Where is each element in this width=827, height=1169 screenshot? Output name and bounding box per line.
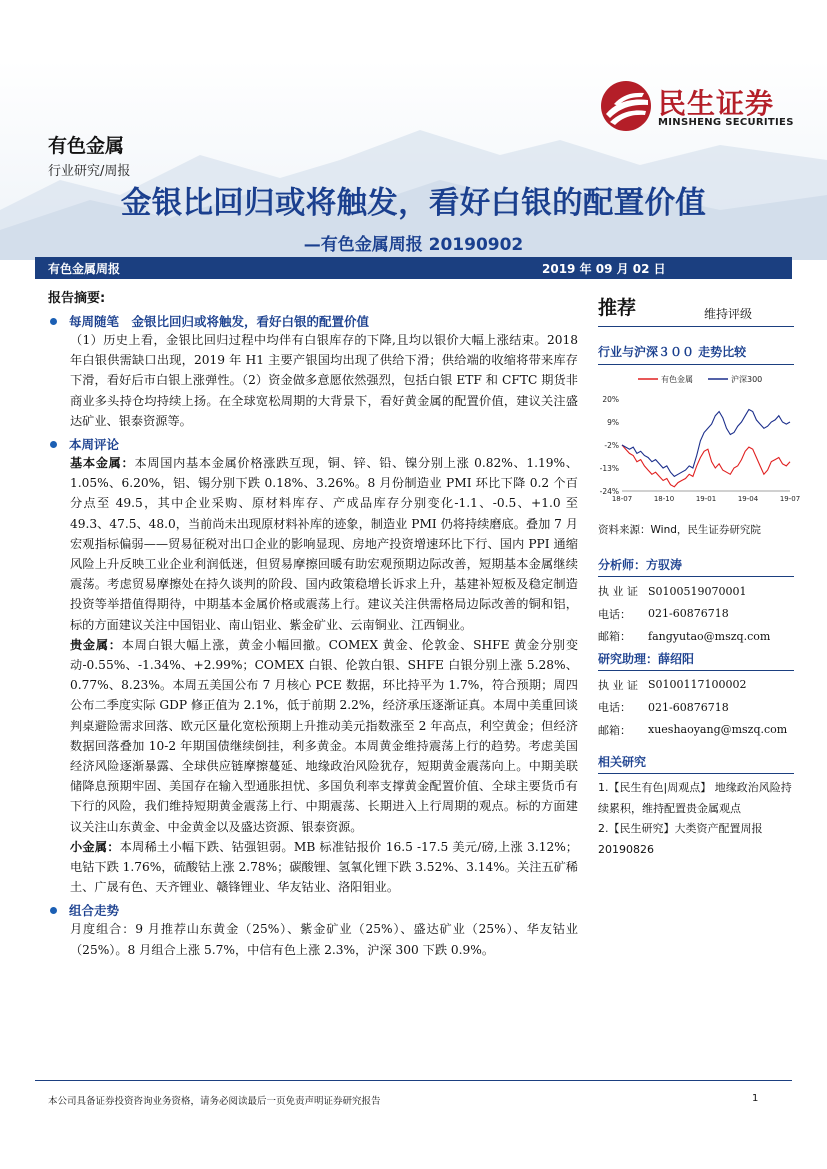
minsheng-logo-icon [600, 80, 652, 132]
x-tick-label: 18-10 [653, 495, 675, 503]
divider [598, 670, 794, 671]
footer-disclaimer: 本公司具备证券投资咨询业务资格，请务必阅读最后一页免责声明证券研究报告 [48, 1096, 381, 1107]
email-link[interactable]: fangyutao@mszq.com [648, 629, 771, 643]
series-line [622, 410, 790, 477]
y-tick-label: -13% [599, 464, 619, 473]
email-link[interactable]: xueshaoyang@mszq.com [648, 723, 788, 737]
base-metals-paragraph [70, 453, 578, 635]
precious-metals-text: 本周白银大幅上涨，黄金小幅回撤。COMEX 黄金、伦敦金、SHFE 黄金分别变动-0.55%、-1.34%、+2.99%；COMEX 白银、伦敦白银、SHFE 白银分别上涨 5.28%、0.77%、8.23%。本周五美国公布 7 月核心 PCE 数据，环比持平为 1.7%，符合预期；周四公布二季度实际 GDP 修正值为 2.1%，低于前期 2.2%，经济承压逐渐证真。本周中美重回谈判桌避险需求回落、欧元区量化宽松预期上升推动美元指数涨至 2 年高点，利空黄金；但经济数据回落叠加 10-2 年期国债继续倒挂，利多黄金。本周黄金维持震荡上行的趋势。考虑美国经济风险逐渐暴露、全球供应链摩擦蔓延、地缘政治风险犹存，短期黄金震荡向上。中期美联储降息预期牢固、美国存在输入型通胀担忧、多国负利率支撑黄金配置价值、全球主要货币有下行的风险，我们维持短期黄金震荡上行、中期震荡、长期进入上行周期的观点。标的方面建议关注山东黄金、中金黄金以及盛达资源、银泰资源。 [70, 637, 579, 834]
report-subtitle: —有色金属周报 20190902 [303, 235, 524, 255]
related-research-heading: 相关研究 [598, 755, 647, 769]
logo-text-en: MINSHENG SECURITIES [658, 117, 794, 128]
analyst-phone-row [598, 603, 794, 626]
legend-label: 沪深300 [731, 375, 763, 384]
analyst-email-row [598, 625, 794, 648]
section-portfolio [48, 901, 578, 919]
assistant-email-row [598, 719, 794, 742]
assistant-cert-row [598, 674, 794, 697]
divider [598, 576, 794, 577]
y-tick-label: 9% [607, 418, 619, 427]
related-research-item[interactable]: 2.【民生研究】大类资产配置周报 20190826 [598, 822, 763, 856]
email-label: 邮箱： [598, 723, 631, 737]
bullet-icon [50, 907, 57, 914]
phone-label: 电话： [598, 607, 631, 621]
footer-divider [35, 1080, 792, 1081]
divider [598, 326, 794, 327]
x-tick-label: 19-01 [695, 495, 717, 503]
minor-metals-paragraph [70, 837, 578, 898]
base-metals-text: 本周国内基本金属价格涨跌互现，铜、锌、铅、镍分别上涨 0.82%、1.19%、1.05%、6.20%，铝、锡分别下跌 0.18%、3.26%。8 月份制造业 PMI 环比下降 0.2 个百分点至 49.5，其中企业采购、原材料库存、产成品库存分别变化-1.1、-0.5、+1.0 至 49.3、47.5、48.0，当前尚未出现原材料补库的迹象，制造业 PMI 仍将持续磨底。叠加 7 月宏观指标偏弱——贸易征税对出口企业的影响显现、房地产投资增速环比下行、国内 PPI 通缩风险上升反映工业企业利润低迷，但贸易摩擦回暖有助宏观预期边际改善，短期基本金属继续震荡。考虑贸易摩擦处在持久谈判的阶段、国内政策稳增长诉求上升，基建补短板及稳定制造投资等举措值得期待，中期基本金属价格或震荡上行。建议关注供需格局边际改善的铜和铝，标的方面建议关注中国铝业、南山铝业、紫金矿业、云南铜业、江西铜业。 [70, 456, 578, 632]
rating: 维持评级 [704, 307, 753, 321]
y-tick-label: 20% [602, 395, 619, 404]
x-tick-label: 19-04 [737, 495, 759, 503]
legend-label: 有色金属 [661, 375, 693, 384]
related-research-item[interactable]: 1.【民生有色|周观点】 地缘政治风险持续累积，维持配置贵金属观点 [598, 781, 792, 815]
report-summary [48, 287, 578, 960]
divider [598, 364, 794, 365]
minor-metals-label: 小金属： [70, 839, 120, 854]
series-line [622, 445, 790, 487]
cert-label: 执 业 证 [598, 678, 638, 692]
header-band [35, 257, 792, 279]
logo-text-cn: 民生证券 [658, 87, 775, 120]
section-heading: 组合走势 [69, 903, 120, 919]
weekly-essay-paragraph: （1）历史上看，金银比回归过程中均伴有白银库存的下降,且均以银价大幅上涨结束。2018 年白银供需缺口出现，2019 年 H1 主要产银国均出现了供给下滑；供给端的收缩将带来库存下滑，看好后市白银上涨弹性。（2）资金做多意愿依然强烈，包括白银 ETF 和 CFTC 期货非商业多头持仓均持续上扬。在全球宽松周期的大背景下，看好黄金属的配置价值，建议关注盛达矿业、银泰资源等。 [70, 333, 578, 428]
bullet-icon [50, 318, 57, 325]
summary-title: 报告摘要: [48, 291, 106, 306]
report-type-label: 行业研究/周报 [48, 164, 131, 179]
cert-value: S0100117100002 [648, 678, 747, 692]
divider [598, 773, 794, 774]
industry-label: 有色金属 [48, 135, 125, 157]
sidebar [598, 293, 801, 860]
x-tick-label: 18-07 [611, 495, 633, 503]
precious-metals-label: 贵金属： [70, 637, 122, 652]
analyst-heading: 分析师：方驭涛 [598, 558, 683, 572]
assistant-phone-row [598, 696, 794, 719]
minor-metals-text: 本周稀土小幅下跌、钴强钽弱。MB 标准钴报价 16.5 -17.5 美元/磅,上涨 3.12%；电钴下跌 1.76%，硫酸钴上涨 2.78%；碳酸锂、氢氧化锂下跌 3.52%、3.14%。关注五矿稀土、广晟有色、天齐锂业、赣锋锂业、华友钴业、洛阳钼业。 [70, 839, 578, 895]
phone-label: 电话： [598, 701, 631, 715]
portfolio-paragraph: 月度组合：9 月推荐山东黄金（25%）、紫金矿业（25%）、盛达矿业（25%）、华友钴业（25%）。8 月组合上涨 5.7%，中信有色上涨 2.3%，沪深 300 下跌 0.9%。 [70, 922, 578, 957]
x-tick-label: 19-07 [779, 495, 801, 503]
assistant-heading: 研究助理：薛绍阳 [598, 651, 695, 666]
cert-label: 执 业 证 [598, 585, 638, 599]
phone-value: 021-60876718 [648, 700, 729, 714]
band-report-series: 有色金属周报 [48, 262, 121, 276]
page-number: 1 [752, 1093, 759, 1104]
chart-source: 资料来源：Wind，民生证券研究院 [598, 524, 761, 536]
base-metals-label: 基本金属： [70, 456, 135, 471]
phone-value: 021-60876718 [648, 607, 729, 621]
chart-heading: 行业与沪深３００ 走势比较 [598, 345, 747, 359]
trend-chart [598, 371, 801, 516]
precious-metals-paragraph [70, 635, 578, 837]
y-tick-label: -24% [599, 487, 619, 496]
section-weekly-essay [48, 312, 578, 330]
y-tick-label: -2% [604, 441, 619, 450]
cert-value: S0100519070001 [648, 584, 747, 598]
band-report-date: 2019 年 09 月 02 日 [542, 262, 666, 276]
section-heading: 本周评论 [69, 437, 120, 453]
analyst-cert-row [598, 580, 794, 603]
section-heading: 每周随笔 金银比回归或将触发，看好白银的配置价值 [69, 314, 370, 329]
email-label: 邮箱： [598, 630, 631, 644]
report-title: 金银比回归或将触发，看好白银的配置价值 [120, 186, 707, 221]
bullet-icon [50, 441, 57, 448]
recommendation: 推荐 [598, 297, 637, 319]
section-weekly-review [48, 435, 578, 453]
